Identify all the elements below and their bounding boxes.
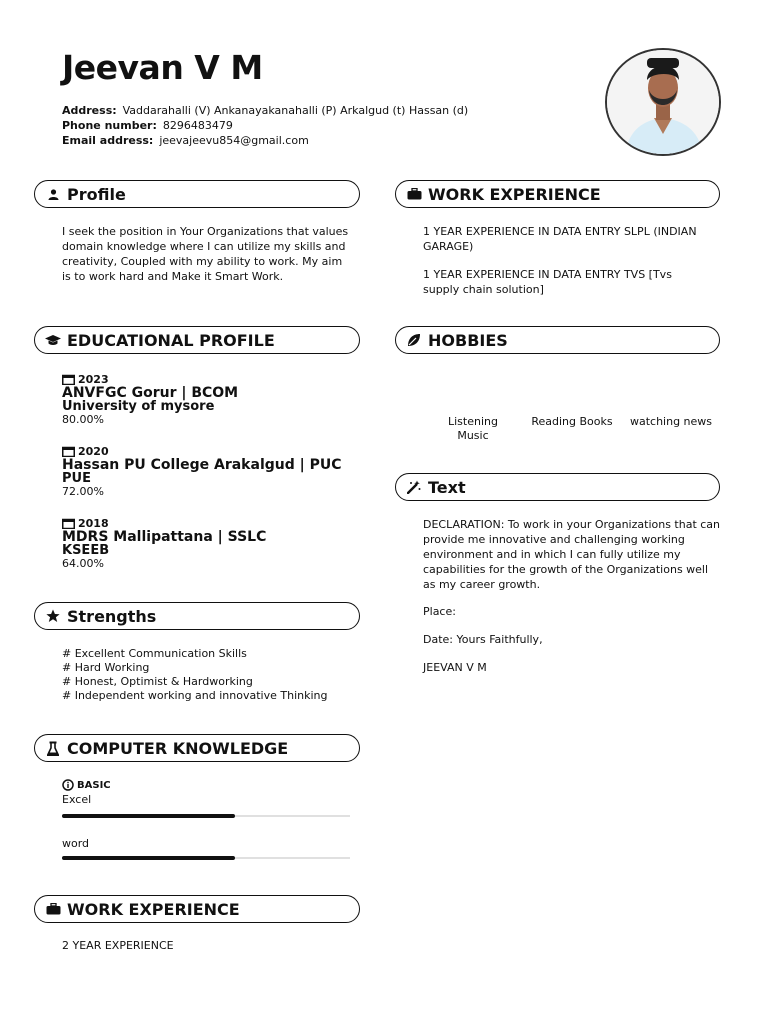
section-computer-header bbox=[34, 734, 360, 762]
strengths-list bbox=[62, 647, 362, 703]
flask-icon bbox=[45, 740, 61, 756]
section-title: Profile bbox=[67, 184, 126, 204]
work-experience-item: 1 YEAR EXPERIENCE IN DATA ENTRY TVS [Tvs supply chain solution] bbox=[423, 268, 672, 296]
user-icon bbox=[45, 186, 61, 202]
candidate-name: Jeevan V M bbox=[62, 48, 263, 87]
section-strengths-header bbox=[34, 602, 360, 630]
section-title: COMPUTER KNOWLEDGE bbox=[67, 738, 289, 758]
section-title: EDUCATIONAL PROFILE bbox=[67, 330, 275, 350]
education-title: MDRS Mallipattana | SSLC bbox=[62, 529, 267, 545]
skill-name: word bbox=[62, 837, 90, 850]
work-experience-item: 1 YEAR EXPERIENCE IN DATA ENTRY SLPL (INDIAN GARAGE) bbox=[423, 225, 697, 253]
address-value: Vaddarahalli (V) Ankanayakanahalli (P) Arkalgud (t) Hassan (d) bbox=[122, 104, 469, 117]
star-icon bbox=[45, 608, 61, 624]
skill-name: Excel bbox=[62, 793, 92, 806]
section-title: Text bbox=[428, 477, 466, 497]
graduation-cap-icon bbox=[45, 332, 61, 348]
education-board: KSEEB bbox=[62, 543, 110, 558]
section-work-experience-header bbox=[395, 180, 720, 208]
section-title: WORK EXPERIENCE bbox=[428, 184, 601, 204]
profile-photo bbox=[605, 48, 721, 156]
education-item bbox=[62, 445, 352, 498]
section-profile-header bbox=[34, 180, 360, 208]
declaration-text: DECLARATION: To work in your Organizations that can provide me innovative and challenging working environment and in which I can fully utilize my capabilities for the growth of the Organizations well as my career growth. bbox=[423, 518, 721, 591]
info-icon bbox=[62, 779, 74, 791]
hobby-item: watching news bbox=[629, 415, 713, 428]
profile-text: I seek the position in Your Organizations that values domain knowledge where I can utilize my skills and creativity, Coupled with my ability to work. My aim is to work hard and Make it Smart Work. bbox=[62, 225, 349, 283]
email-label: Email address: bbox=[62, 134, 154, 147]
year-text: 2018 bbox=[78, 517, 109, 530]
strength-item: # Honest, Optimist & Hardworking bbox=[62, 675, 253, 688]
education-score: 64.00% bbox=[62, 557, 104, 570]
phone-label: Phone number: bbox=[62, 119, 157, 132]
section-text-header bbox=[395, 473, 720, 501]
skill-level-label: BASIC bbox=[77, 779, 111, 791]
education-board: PUE bbox=[62, 471, 91, 486]
calendar-icon bbox=[62, 518, 75, 529]
email-value: jeevajeevu854@gmail.com bbox=[159, 134, 309, 147]
date-text: Date: Yours Faithfully, bbox=[423, 633, 543, 646]
skill-bar-fill bbox=[62, 856, 235, 860]
skill-level bbox=[62, 779, 111, 791]
phone-value: 8296483479 bbox=[162, 119, 233, 132]
section-education-header bbox=[34, 326, 360, 354]
education-score: 80.00% bbox=[62, 413, 104, 426]
email-row bbox=[62, 133, 468, 148]
education-board: University of mysore bbox=[62, 399, 215, 414]
address-label: Address: bbox=[62, 104, 117, 117]
section-work-experience-header bbox=[34, 895, 360, 923]
briefcase-icon bbox=[406, 186, 422, 202]
calendar-icon bbox=[62, 446, 75, 457]
briefcase-icon bbox=[45, 901, 61, 917]
education-score: 72.00% bbox=[62, 485, 104, 498]
place-text: Place: bbox=[423, 605, 456, 618]
skill-bar-track bbox=[62, 857, 350, 859]
contact-details bbox=[62, 103, 468, 148]
section-title: WORK EXPERIENCE bbox=[67, 899, 240, 919]
magic-wand-icon bbox=[406, 479, 422, 495]
leaf-icon bbox=[406, 332, 422, 348]
skill-bar-track bbox=[62, 815, 350, 817]
work-experience-text: 2 YEAR EXPERIENCE bbox=[62, 939, 174, 952]
section-title: HOBBIES bbox=[428, 330, 508, 350]
year-text: 2023 bbox=[78, 373, 109, 386]
person-photo-icon bbox=[607, 50, 719, 154]
education-item bbox=[62, 373, 352, 426]
strength-item: # Independent working and innovative Thinking bbox=[62, 689, 328, 702]
strength-item: # Excellent Communication Skills bbox=[62, 647, 247, 660]
strength-item: # Hard Working bbox=[62, 661, 150, 674]
signature-text: JEEVAN V M bbox=[423, 661, 487, 674]
section-title: Strengths bbox=[67, 606, 157, 626]
hobby-item: Reading Books bbox=[531, 415, 613, 428]
address-row bbox=[62, 103, 468, 118]
education-title: Hassan PU College Arakalgud | PUC bbox=[62, 457, 342, 473]
hobby-item: Listening Music bbox=[448, 415, 498, 442]
year-text: 2020 bbox=[78, 445, 109, 458]
skill-bar-fill bbox=[62, 814, 235, 818]
phone-row bbox=[62, 118, 468, 133]
education-title: ANVFGC Gorur | BCOM bbox=[62, 385, 239, 401]
section-hobbies-header bbox=[395, 326, 720, 354]
education-item bbox=[62, 517, 352, 570]
calendar-icon bbox=[62, 374, 75, 385]
